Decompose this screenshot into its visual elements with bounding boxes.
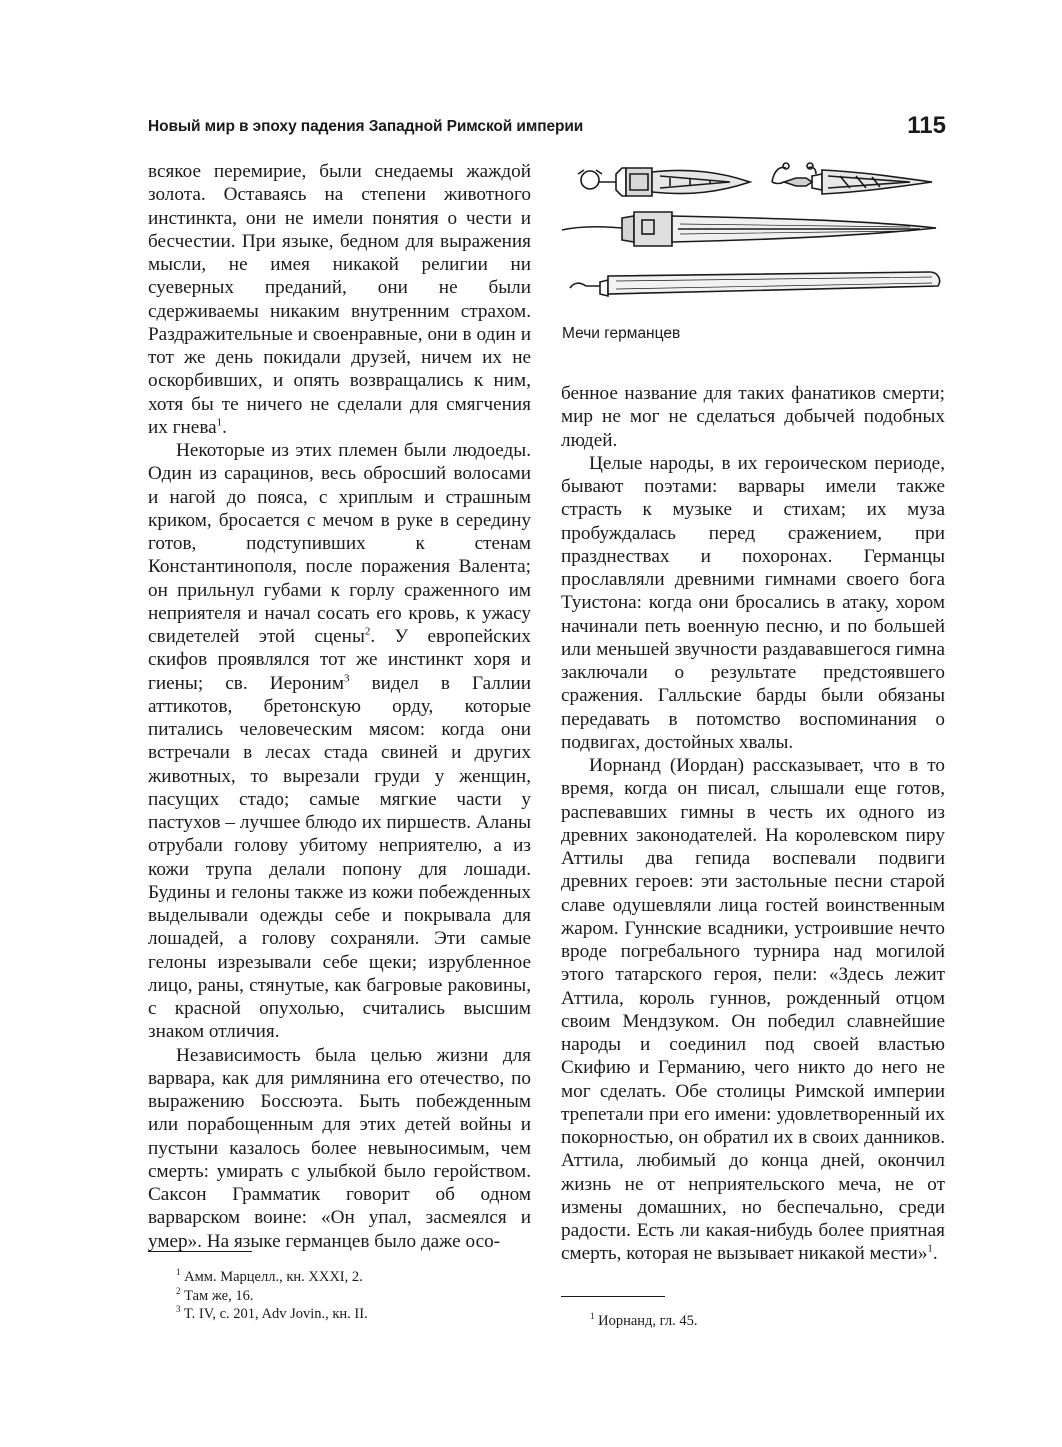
footnote-ref[interactable]: 1 (927, 1242, 933, 1255)
footnotes-left (176, 1268, 476, 1324)
figure-caption: Мечи германцев (562, 325, 681, 342)
footnote: $^1$ Иорнанд, гл. 45. (590, 1311, 698, 1329)
footnote-ref[interactable]: 2 (364, 625, 371, 638)
page-number: 115 (907, 112, 946, 139)
running-title: Новый мир в эпоху падения Западной Римской империи (148, 118, 584, 135)
footnote-divider (561, 1296, 665, 1297)
running-head (148, 112, 946, 144)
footnotes-right (590, 1312, 890, 1331)
footnote-ref[interactable]: 3 (343, 672, 350, 685)
paragraph: Некоторые из этих племен были людоеды. Один из сарацинов, весь обросший волосами и нагой до пояса, с хриплым и страшным криком, бросается с мечом в руке в середину готов, подступивших к стенам Константинополя, после поражения Валента; он прильнул губами к горлу сраженного им неприятеля и начал сосать его кровь, к ужасу свидетелей этой сцены$^2$. У европейских скифов проявлялся тот же инстинкт хоря и гиены; св. Иероним$^3$ видел в Галлии аттикотов, бретонскую орду, которые питались человеческим мясом: когда они встречали в лесах стада свиней и других животных, то вырезали груди у женщин, пасущих стадо; самые мягкие части у пастухов – лучшее блюдо их пиршеств. Аланы отрубали голову убитому неприятелю, а из кожи трупа делали попону для лошади. Будины и гелоны также из кожи побежденных выделывали одежды себе и покрывала для лошадей, а голову сохраняли. Эти самые гелоны изрезывали себе щеки; изрубленное лицо, раны, стянутые, как багровые раковины, с красной опухолью, считались высшим знаком отличия. (148, 440, 532, 1043)
footnote: $^2$ Там же, 16. (176, 1285, 254, 1304)
footnote-divider (148, 1251, 252, 1252)
paragraph: Иорнанд (Иордан) рассказывает, что в то время, когда он писал, слышали еще готов, распевавших гимны в честь их одного из древних законодателей. На королевском пиру Аттилы два гепида воспевали подвиги древних героев: эти застольные песни старой славе одушевляли лица гостей воинственным жаром. Гуннские всадники, устроившие нечто вроде погребального турнира над могилой этого татарского героя, пели: «Здесь лежит Аттила, король гуннов, рожденный отцом своим Мендзуком. Он победил славнейшие народы и соединил под своей властью Скифию и Германию, чего никто до него не мог сделать. Обе столицы Римской империи трепетали при его имени: удовлетворенный их покорностью, он обратил их в своих данников. Аттила, любимый до конца дней, окончил жизнь не от неприятельского меча, не от измены домашних, но беспечально, среди радости. Есть ли какая-нибудь более приятная смерть, которая не вызывает никакой мести»$^1$. (561, 755, 945, 1265)
left-column (148, 160, 531, 1253)
footnote: $^1$ Амм. Марцелл., кн. XXXI, 2. (176, 1267, 363, 1285)
footnote-ref[interactable]: 1 (216, 416, 223, 429)
right-column (561, 382, 945, 1266)
footnote: $^3$ T. IV, c. 201, Adv Jovin., кн. II. (176, 1304, 368, 1323)
swords-illustration (560, 154, 946, 344)
swords-icon (560, 154, 946, 314)
paragraph: Целые народы, в их героическом периоде, бывают поэтами: варвары имели также страсть к музыке и стихам; их муза пробуждалась перед сражением, при празднествах и похоронах. Германцы прославляли древними гимнами своего бога Туистона: когда они бросались в атаку, хором начинали петь военную песню, и по большей или меньшей звучности раздававшегося гимна заключали о результате предстоявшего сражения. Галльские барды были обязаны передавать в потомство воспоминания о подвигах, достойных хвалы. (561, 452, 945, 753)
paragraph: всякое перемирие, были снедаемы жаждой золота. Оставаясь на степени животного инстинкта, они не имели понятия о чести и бесчестии. При языке, бедном для выражения мысли, не имея никакой религии ни суеверных преданий, они не были сдерживаемы никаким внутренним страхом. Раздражительные и своенравные, они в один и тот же день покидали друзей, ничем их не оскорбивших, и опять возвращались к ним, хотя бы те ничего не сделали для смягчения их гнева$^1$. (148, 161, 531, 438)
paragraph: Независимость была целью жизни для варвара, как для римлянина его отечество, по выражению Боссюэта. Быть побежденным или порабощенным для этих детей войны и пустыни казалось более невыносимым, чем смерть: умирать с улыбкой было геройством. Саксон Грамматик говорит об одном варварском воине: «Он упал, засмеялся и умер». На языке германцев было даже осо- (148, 1044, 531, 1252)
paragraph: бенное название для таких фанатиков смерти; мир не мог не сделаться добычей подобных людей. (561, 383, 945, 451)
